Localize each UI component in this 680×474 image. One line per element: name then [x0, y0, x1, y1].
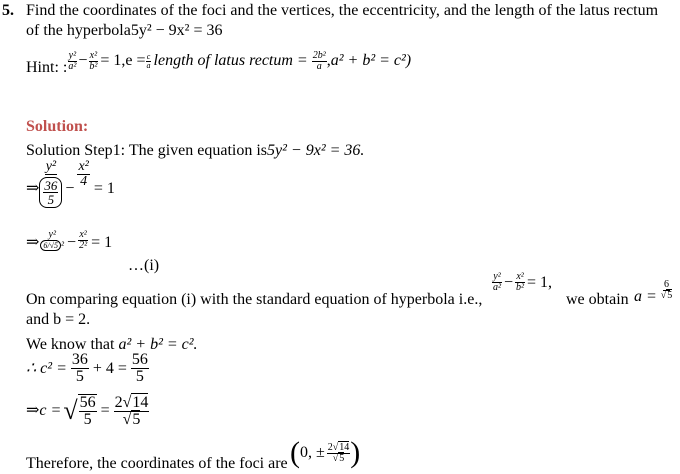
standard-equation-rhs: = 1,: [527, 273, 553, 291]
step1-line: [26, 142, 364, 160]
hint-fraction-x2-b2: $\frac{\text{x²}}{\text{b²}}$: [89, 49, 98, 72]
c-squared-plus-4: + 4 =: [92, 359, 127, 377]
fraction-y2-6-sqrt5-squared: $\frac{\text{y²}}{\text{6/√5 ²}}$: [39, 230, 65, 251]
hint-equation-2: length of latus rectum =: [153, 52, 308, 69]
fraction-x2-4: $\frac{\text{x²}}{4}$: [78, 159, 89, 189]
fraction-6-sqrt5: $\frac{6}{√5}$: [660, 278, 673, 301]
c-squared-prefix: ∴ c² =: [26, 359, 67, 377]
equation-b-rhs: = 1: [91, 234, 113, 251]
fraction-56-5: $\frac{56}{5}$: [131, 351, 148, 385]
therefore-text: Therefore, the coordinates of the foci are: [26, 455, 288, 472]
equation-b: ⇒ $\frac{\text{y²}}{\text{6/√5 ²}}$ − $\frac{\text{x²}}{\text{2²}}$ = 1: [26, 229, 113, 251]
and-b-equals-2: and b = 2.: [26, 311, 91, 328]
a-value: [634, 274, 673, 306]
hint-fraction-c-a: $\frac{c}{a}$: [146, 51, 151, 70]
fraction-x2-2-squared: $\frac{\text{x²}}{\text{2²}}$: [79, 229, 88, 251]
fraction-2sqrt14-sqrt5: $\frac{2√14}{√5}$: [114, 393, 149, 428]
question-line2-equation: 5y² − 9x² = 36: [130, 22, 223, 39]
hint-equation-1: = 1,e =: [100, 52, 146, 69]
hint-fraction-2b2-a: $\frac{\text{2b²}}{a}$: [312, 49, 326, 72]
fraction-2sqrt14-sqrt5-foci: $\frac{2√14}{√5}$: [327, 441, 350, 464]
fraction-y2-a2: $\frac{\text{y²}}{\text{a²}}$: [493, 271, 501, 293]
standard-equation: $\frac{\text{y²}}{\text{a²}}$ − $\frac{\text{x²}}{\text{b²}}$ = 1,: [493, 271, 553, 293]
equation-label-i: …(i): [128, 257, 160, 274]
solution-heading: Solution:: [26, 118, 89, 135]
question-line2-text: of the hyperbola: [26, 22, 131, 39]
question-line1: Find the coordinates of the foci and the vertices, the eccentricity, and the length of the latus rectum: [26, 2, 659, 19]
c-squared-equation: [26, 352, 149, 385]
fraction-36-5: $\frac{36}{5}$: [71, 351, 88, 385]
fraction-x2-b2: $\frac{\text{x²}}{\text{b²}}$: [516, 271, 525, 293]
hint-equation-3: a² + b² = c²): [330, 52, 412, 69]
compare-text: On comparing equation (i) with the standard equation of hyperbola i.e.,: [26, 291, 483, 308]
we-know-text: We know that: [26, 336, 115, 353]
step1-text: Solution Step1: The given equation is: [26, 142, 268, 159]
we-obtain-text: we obtain: [566, 291, 629, 308]
c-equation-prefix: ⇒c =: [26, 402, 62, 419]
sqrt-56-over-5: √ $\frac{56}{5}$: [63, 394, 96, 428]
question-line2: [26, 22, 223, 40]
foci-coordinates: ( 0, ± $\frac{2√14}{√5}$ ): [290, 436, 361, 469]
equation-a-rhs: = 1: [93, 180, 115, 197]
hint-fraction-y2-a2: $\frac{\text{y²}}{\text{a²}}$: [68, 49, 77, 72]
hint-line: Hint: : $\frac{\text{y²}}{\text{a²}}$ − $\frac{\text{x²}}{\text{b²}}$ = 1,e = $\frac{c}{a}$ length of latus rectum = $\frac{\text{2b²}}{a}$ , a² + b² = c²): [26, 49, 412, 76]
fraction-y2-36-5: $\frac{\text{y²}}{\frac{36}{5}}$: [39, 160, 62, 208]
equation-a: ⇒ $\frac{\text{y²}}{\frac{36}{5}}$ − $\frac{\text{x²}}{4}$ = 1: [26, 159, 115, 207]
a-equation: a =: [634, 288, 657, 305]
c-equation: ⇒c = √ $\frac{56}{5}$ = $\frac{2√14}{√5}$: [26, 393, 149, 428]
implies-arrow-icon: ⇒: [26, 234, 40, 251]
hint-label: Hint: :: [26, 59, 68, 76]
we-know-equation: a² + b² = c².: [118, 336, 198, 353]
step1-equation: 5y² − 9x² = 36.: [267, 142, 365, 159]
question-number: 5.: [2, 2, 14, 19]
implies-arrow-icon: ⇒: [26, 180, 40, 197]
